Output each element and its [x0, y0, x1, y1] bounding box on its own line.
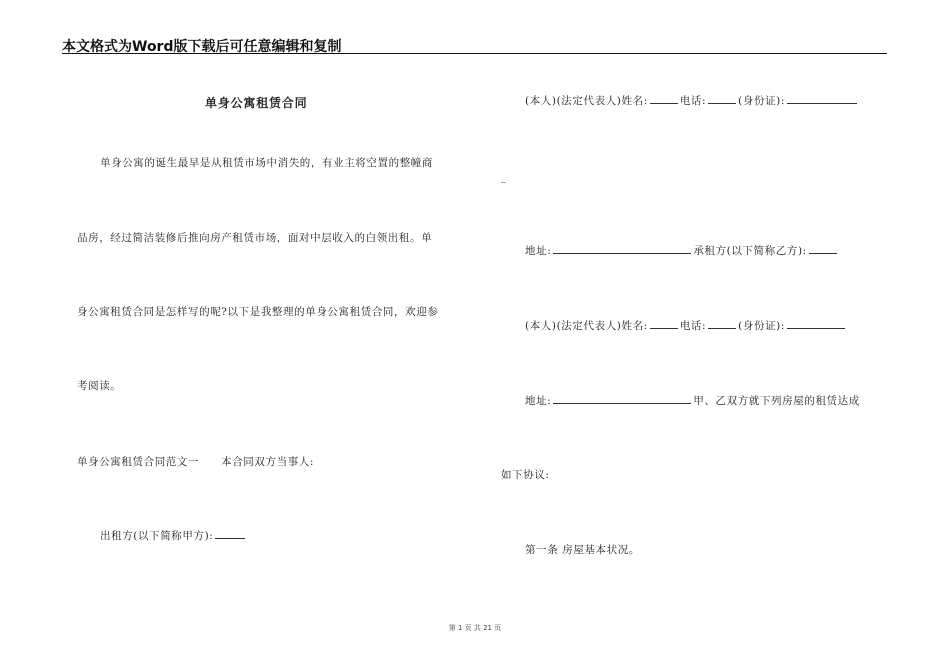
lessor-address-line: [525, 243, 839, 258]
lessor-phone-label: 电话:: [679, 95, 707, 107]
lessor-id-label: (身份证):: [738, 95, 786, 107]
lessee-phone-label: 电话:: [679, 320, 707, 332]
lessor-info-line: [525, 93, 859, 108]
contract-sample-heading: [77, 454, 314, 469]
lessor-line: [100, 528, 247, 543]
paragraph-line-4: 考阅读。: [77, 380, 122, 392]
lessor-name-blank: [650, 93, 678, 104]
lessor-id-blank: [787, 93, 857, 104]
lessor-address-blank: [553, 243, 691, 254]
lessee-label: 承租方(以下简称乙方):: [693, 245, 807, 257]
paragraph-line-1: 单身公寓的诞生最早是从租赁市场中消失的，有业主将空置的整幢商: [100, 157, 433, 169]
agreement-intro-cont: 如下协议:: [501, 469, 550, 481]
lessee-address-label: 地址:: [525, 395, 552, 407]
lessee-id-label: (身份证):: [738, 320, 786, 332]
lessee-phone-blank: [708, 318, 736, 329]
article-one-heading: 第一条 房屋基本状况。: [525, 544, 640, 556]
continuation-dash: _: [501, 172, 506, 183]
lessee-address-blank: [553, 393, 691, 404]
header-divider: [62, 53, 887, 54]
agreement-intro: 甲、乙双方就下列房屋的租赁达成: [693, 395, 860, 407]
paragraph-line-3: 身公寓租赁合同是怎样写的呢?以下是我整理的单身公寓租赁合同，欢迎参: [77, 306, 439, 318]
document-header: 本文格式为Word版下载后可任意编辑和复制: [62, 39, 342, 55]
lessor-blank: [215, 528, 245, 539]
lessor-label: 出租方(以下简称甲方):: [100, 530, 214, 542]
lessee-blank: [809, 243, 837, 254]
lessee-name-blank: [650, 318, 678, 329]
lessor-phone-blank: [708, 93, 736, 104]
lessee-address-line: [525, 393, 860, 408]
lessee-name-label: (本人)(法定代表人)姓名:: [525, 320, 648, 332]
page-number: 第 1 页 共 21 页: [448, 624, 502, 632]
lessee-id-blank: [787, 318, 845, 329]
paragraph-line-2: 品房，经过简洁装修后推向房产租赁市场，面对中层收入的白领出租。单: [77, 232, 433, 244]
parties-label: 本合同双方当事人:: [221, 456, 315, 468]
document-title: 单身公寓租赁合同: [205, 96, 308, 110]
lessor-address-label: 地址:: [525, 245, 552, 257]
lessor-name-label: (本人)(法定代表人)姓名:: [525, 95, 648, 107]
lessee-info-line: [525, 318, 847, 333]
sample-title: 单身公寓租赁合同范文一: [77, 456, 200, 468]
